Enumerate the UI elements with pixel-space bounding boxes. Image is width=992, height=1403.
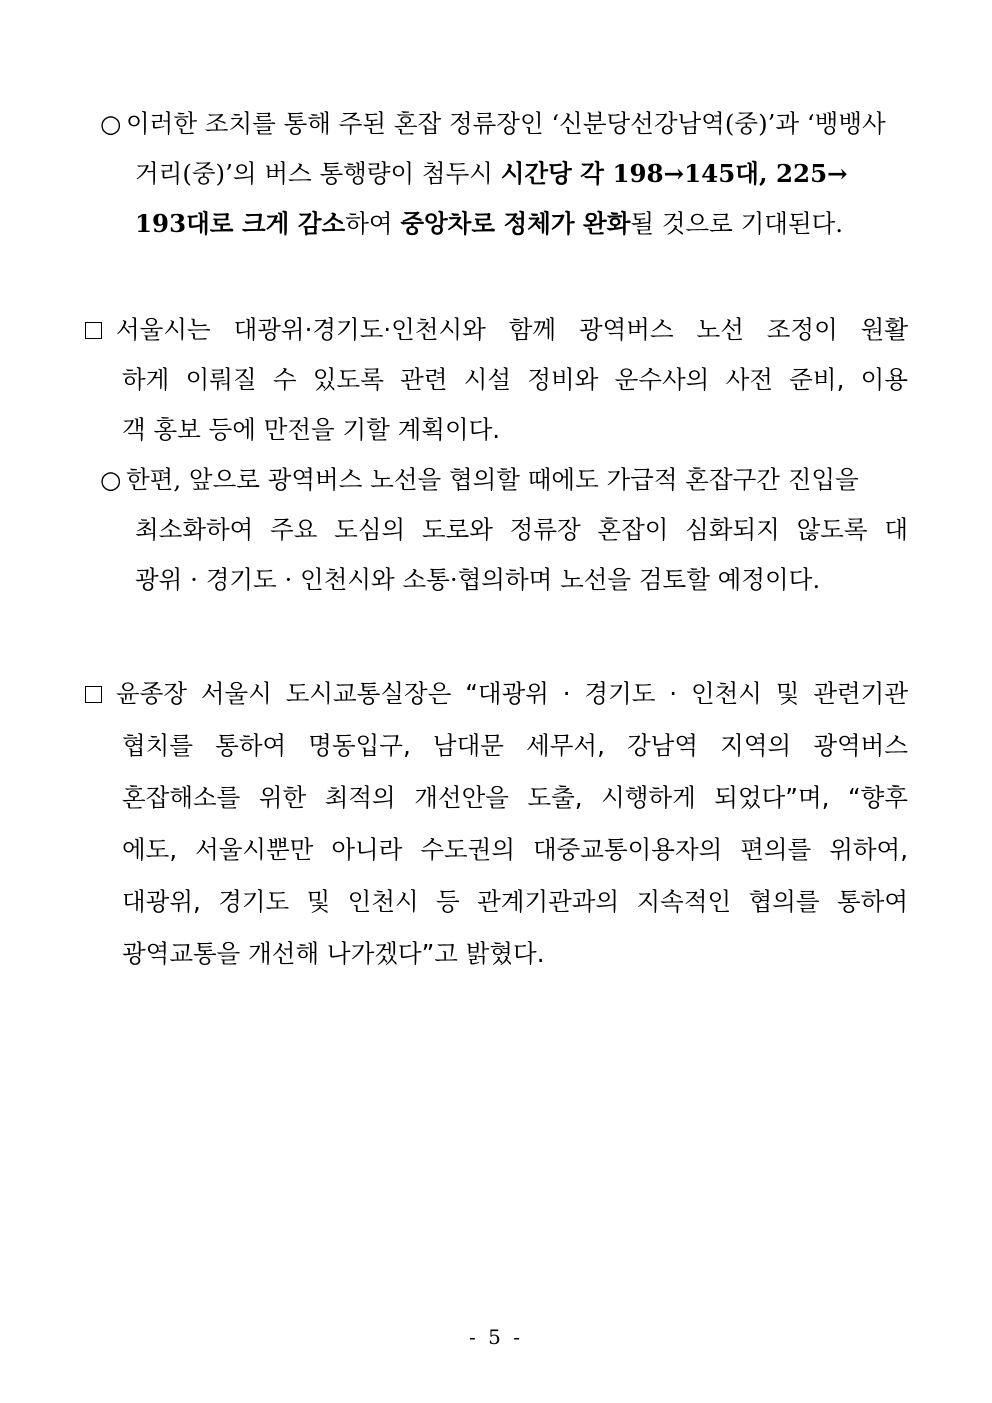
paragraph-3-line-2 — [122, 731, 908, 760]
emphasis-text: 중앙차로 정체가 완화 — [400, 209, 631, 238]
paragraph-3-line-6 — [122, 939, 545, 968]
paragraph-1-line-1 — [100, 109, 908, 138]
text: 윤종장 서울시 도시교통실장은 “대광위 · 경기도 · 인천시 및 관련기관 — [116, 679, 908, 708]
paragraph-2-line-3 — [122, 415, 501, 444]
text: 이러한 조치를 통해 주된 혼잡 정류장인 ‘신분당선강남역(중)’과 ‘뱅뱅사 — [126, 109, 886, 138]
text: 하게 이뤄질 수 있도록 관련 시설 정비와 운수사의 사전 준비, 이용 — [122, 365, 908, 394]
paragraph-3-line-5 — [122, 887, 908, 916]
text: 최소화하여 주요 도심의 도로와 정류장 혼잡이 심화되지 않도록 대 — [135, 515, 908, 544]
paragraph-2-line-2 — [122, 365, 908, 394]
paragraph-3-line-3 — [122, 783, 908, 812]
square-bullet-icon — [85, 322, 102, 339]
text: 될 것으로 기대된다. — [630, 209, 844, 238]
paragraph-2-sub-line-1 — [100, 465, 908, 494]
circle-bullet-icon: ○ — [100, 109, 122, 138]
paragraph-2-sub-line-2 — [135, 515, 908, 544]
emphasis-text: 193대로 크게 감소 — [135, 209, 346, 238]
paragraph-2-sub-line-3 — [135, 565, 821, 594]
text: 광위 · 경기도 · 인천시와 소통·협의하며 노선을 검토할 예정이다. — [135, 565, 821, 594]
text: 하여 — [345, 209, 401, 238]
circle-bullet-icon: ○ — [100, 465, 122, 494]
page-number: - 5 - — [469, 1325, 523, 1349]
paragraph-3-line-1 — [85, 679, 908, 708]
paragraph-1-line-3 — [135, 209, 844, 238]
emphasis-text: 시간당 각 198→145대, 225→ — [500, 159, 848, 188]
text: 객 홍보 등에 만전을 기할 계획이다. — [122, 415, 501, 444]
text: 한편, 앞으로 광역버스 노선을 협의할 때에도 가급적 혼잡구간 진입을 — [126, 465, 859, 494]
text: 에도, 서울시뿐만 아니라 수도권의 대중교통이용자의 편의를 위하여, — [122, 835, 908, 864]
paragraph-2-line-1 — [85, 315, 908, 344]
square-bullet-icon — [85, 686, 102, 703]
text: 협치를 통하여 명동입구, 남대문 세무서, 강남역 지역의 광역버스 — [122, 731, 908, 760]
paragraph-1-line-2 — [135, 159, 908, 188]
text: 광역교통을 개선해 나가겠다”고 밝혔다. — [122, 939, 545, 968]
text: 거리(중)’의 버스 통행량이 첨두시 — [135, 159, 501, 188]
text: 대광위, 경기도 및 인천시 등 관계기관과의 지속적인 협의를 통하여 — [122, 887, 908, 916]
text: 서울시는 대광위·경기도·인천시와 함께 광역버스 노선 조정이 원활 — [116, 315, 908, 344]
text: 혼잡해소를 위한 최적의 개선안을 도출, 시행하게 되었다”며, “향후 — [122, 783, 908, 812]
paragraph-3-line-4 — [122, 835, 908, 864]
